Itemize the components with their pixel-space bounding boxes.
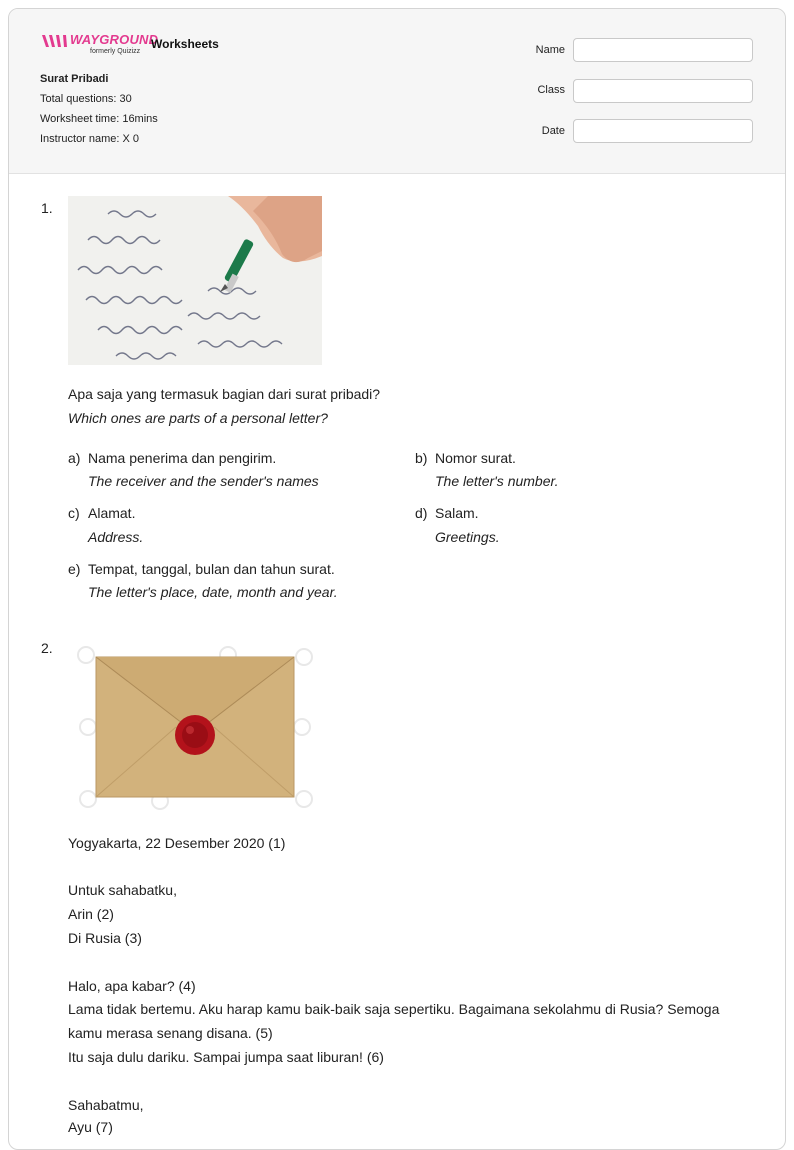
- option-c-en: Address.: [88, 529, 144, 545]
- total-questions: Total questions: 30: [40, 93, 132, 105]
- option-c-text: Alamat.: [88, 505, 136, 521]
- option-b-en: The letter's number.: [435, 473, 559, 489]
- question-1-number: 1.: [41, 200, 53, 216]
- option-d-en: Greetings.: [435, 529, 500, 545]
- question-2-number: 2.: [41, 640, 53, 656]
- letter-line-6: Lama tidak bertemu. Aku harap kamu baik-baik saja sepertiku. Bagaimana sekolahmu di Rusia? Semoga kamu merasa senang disana. (5): [68, 1001, 720, 1041]
- option-e-text: Tempat, tanggal, bulan dan tahun surat.: [88, 561, 335, 577]
- letter-line-4: Di Rusia (3): [68, 930, 142, 946]
- worksheet-header: [9, 9, 785, 174]
- letter-line-5: Halo, apa kabar? (4): [68, 978, 196, 994]
- worksheet-page: [8, 8, 786, 1150]
- option-e-en: The letter's place, date, month and year.: [88, 584, 338, 600]
- doc-type-label: Worksheets: [151, 37, 219, 51]
- question-1-prompt: Apa saja yang termasuk bagian dari surat pribadi?: [68, 386, 381, 402]
- letter-line-8: Sahabatmu,: [68, 1097, 144, 1113]
- letter-line-3: Arin (2): [68, 906, 114, 922]
- option-d-text: Salam.: [435, 505, 479, 521]
- letter-line-2: Untuk sahabatku,: [68, 882, 177, 898]
- option-e-letter: e): [68, 561, 81, 577]
- brand-name: WAYGROUND: [70, 32, 159, 47]
- worksheet-time: Worksheet time: 16mins: [40, 113, 158, 125]
- worksheet-title: Surat Pribadi: [40, 73, 109, 85]
- instructor-name: Instructor name: X 0: [40, 133, 140, 145]
- handwriting-letter-photo: [68, 196, 322, 365]
- date-label: Date: [541, 125, 565, 137]
- wayground-logo-icon: [40, 33, 68, 49]
- option-a-en: The receiver and the sender's names: [88, 473, 319, 489]
- wayground-logo: [40, 31, 159, 59]
- option-a-text: Nama penerima dan pengirim.: [88, 450, 277, 466]
- class-field[interactable]: [573, 79, 753, 103]
- letter-line-9: Ayu (7): [68, 1119, 113, 1135]
- option-b-letter: b): [415, 450, 428, 466]
- question-1-prompt-en: Which ones are parts of a personal letter?: [68, 410, 328, 426]
- class-label: Class: [537, 84, 565, 96]
- name-field[interactable]: [573, 38, 753, 62]
- date-field[interactable]: [573, 119, 753, 143]
- option-b-text: Nomor surat.: [435, 450, 516, 466]
- brand-formerly: formerly Quizizz: [90, 48, 141, 55]
- letter-line-7: Itu saja dulu dariku. Sampai jumpa saat liburan! (6): [68, 1049, 384, 1065]
- option-d-letter: d): [415, 505, 428, 521]
- name-label: Name: [535, 44, 565, 56]
- option-a-letter: a): [68, 450, 81, 466]
- option-c-letter: c): [68, 505, 80, 521]
- sealed-envelope-photo: [68, 641, 318, 813]
- letter-line-1: Yogyakarta, 22 Desember 2020 (1): [68, 835, 286, 851]
